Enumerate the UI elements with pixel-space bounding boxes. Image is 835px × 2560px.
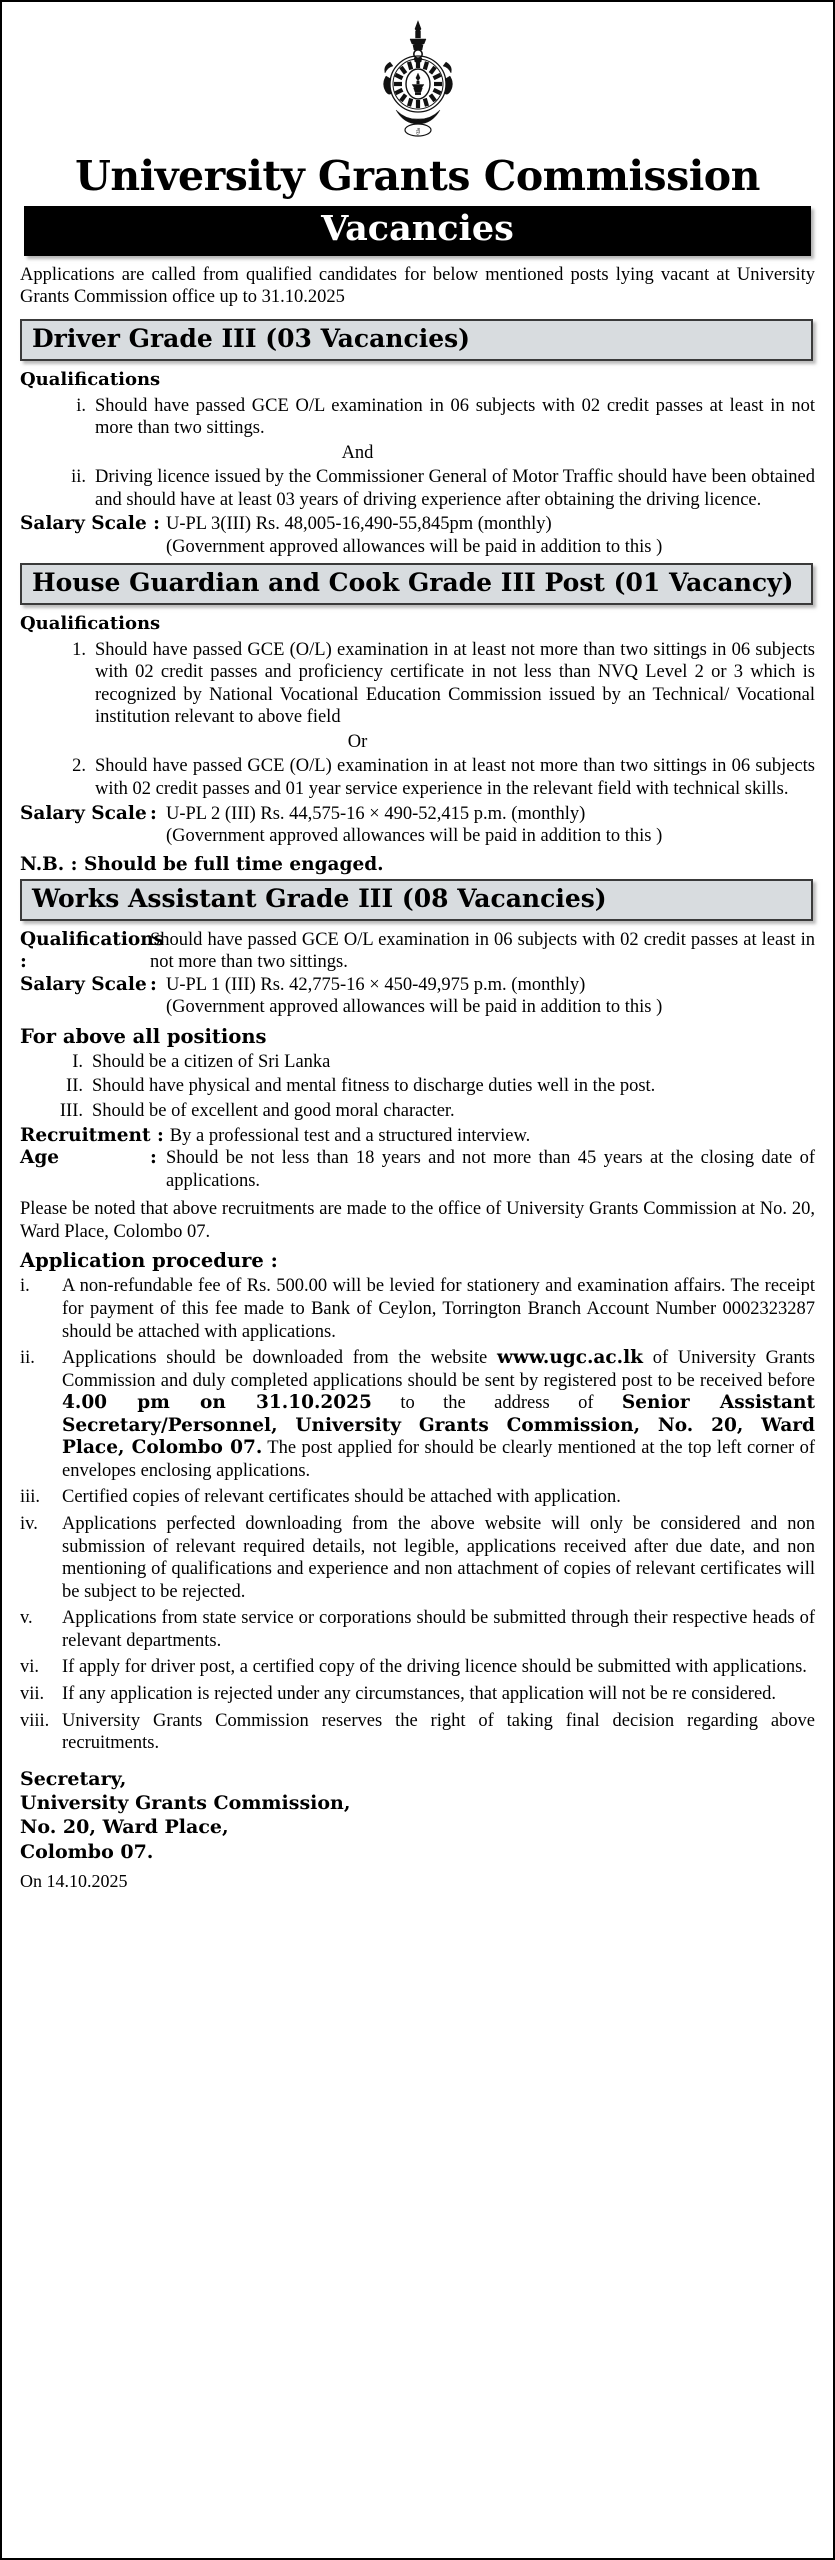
list-text: A non-refundable fee of Rs. 500.00 will be levied for stationery and examination affairs. The receipt for payment of this fee made to Bank of Ceylon, Torrington Branch Account Number 0002323287 should be attached with applications.: [62, 1276, 815, 1342]
section-header-house-guardian: House Guardian and Cook Grade III Post (01 Vacancy): [20, 563, 813, 605]
qualifications-row-works-assistant: [20, 929, 815, 974]
list-text: University Grants Commission reserves the right of taking final decision regarding above recruitments.: [62, 1710, 815, 1754]
list-text: Applications should be downloaded from the website www.ugc.ac.lk of University Grants Commission and duly completed applications should be sent by registered post to be received before 4.00 pm on 31.10.2025 to the address of Senior Assistant Secretary/Personnel, University Grants Commission, No. 20, Ward Place, Colombo 07. The post applied for should be clearly mentioned at the top left corner of envelopes enclosing applications.: [62, 1347, 816, 1481]
application-procedure-heading: Application procedure :: [20, 1249, 278, 1273]
salary-row-driver: [20, 513, 815, 536]
list-item: [20, 1656, 815, 1679]
list-text: Should have passed GCE (O/L) examination in at least not more than two sittings in 06 subjects with 02 credit passes and 01 year service experience in the relevant field with technical skills.: [95, 756, 815, 799]
salary-note-house-guardian: (Government approved allowances will be paid in addition to this ): [166, 826, 663, 847]
list-marker: viii.: [20, 1710, 50, 1731]
list-text: Should be of excellent and good moral character.: [92, 1101, 455, 1122]
list-marker: III.: [59, 1101, 83, 1122]
list-marker: 1.: [72, 639, 86, 660]
qualifications-label: Qualifications :: [20, 928, 165, 973]
salary-colon: :: [150, 973, 157, 995]
intro-paragraph: Applications are called from qualified candidates for below mentioned posts lying vacant at University Grants Commission office up to 31.10.2025: [20, 264, 815, 308]
list-text: Driving licence issued by the Commissioner General of Motor Traffic should have been obtained and should have at least 03 years of driving experience after obtaining the driving licence.: [95, 467, 815, 510]
list-item: [20, 1347, 815, 1482]
list-item: [61, 395, 815, 440]
list-text: Should have physical and mental fitness to discharge duties well in the post.: [92, 1076, 656, 1097]
list-marker: ii.: [71, 467, 86, 488]
list-marker: I.: [72, 1051, 83, 1072]
list-item: [61, 466, 815, 511]
qualifications-list-house-guardian: [61, 639, 815, 729]
list-marker: ii.: [20, 1348, 35, 1369]
list-text: Should be a citizen of Sri Lanka: [92, 1051, 331, 1072]
sri-lanka-national-emblem-icon: [370, 18, 466, 146]
recruitment-label: Recruitment :: [20, 1124, 164, 1146]
vacancies-banner: Vacancies: [24, 206, 811, 256]
age-row: [20, 1147, 815, 1192]
salary-row-house-guardian: [20, 803, 815, 826]
salary-note-driver: (Government approved allowances will be paid in addition to this ): [166, 537, 663, 558]
list-item: [56, 1075, 815, 1098]
section-header-works-assistant: Works Assistant Grade III (08 Vacancies): [20, 879, 813, 921]
qualifications-value: Should have passed GCE O/L examination in 06 subjects with 02 credit passes at least in not more than two sittings.: [150, 929, 815, 973]
signoff-org: University Grants Commission,: [20, 1791, 351, 1814]
salary-note-works-assistant: (Government approved allowances will be paid in addition to this ): [166, 997, 663, 1018]
list-marker: II.: [66, 1076, 83, 1097]
list-marker: iii.: [20, 1487, 41, 1508]
list-text: If apply for driver post, a certified copy of the driving licence should be submitted with applications.: [62, 1657, 807, 1678]
qualifications-label-driver: Qualifications: [20, 368, 161, 390]
list-item: [56, 1100, 815, 1123]
office-location-note: Please be noted that above recruitments are made to the office of University Grants Commission at No. 20, Ward Place, Colombo 07.: [20, 1199, 815, 1242]
salary-value: U-PL 1 (III) Rs. 42,775-16 × 450-49,975 p.m. (monthly): [166, 974, 586, 995]
signoff-title: Secretary,: [20, 1767, 127, 1790]
list-marker: i.: [76, 395, 86, 416]
note-full-time: N.B. : Should be full time engaged.: [20, 853, 384, 875]
list-item: [61, 755, 815, 800]
list-text: If any application is rejected under any circumstances, that application will not be re considered.: [62, 1683, 777, 1704]
list-marker: 2.: [72, 756, 86, 777]
age-value: Should be not less than 18 years and not more than 45 years at the closing date of applications.: [166, 1148, 815, 1191]
list-text: Applications from state service or corporations should be submitted through their respective heads of relevant departments.: [62, 1608, 815, 1651]
list-text: Should have passed GCE O/L examination in 06 subjects with 02 credit passes at least in not more than two sittings.: [95, 395, 815, 439]
common-requirements-list: [56, 1051, 815, 1123]
salary-label: Salary Scale: [20, 802, 147, 824]
age-colon: :: [150, 1147, 157, 1169]
signature-block: [20, 1767, 819, 1893]
list-item: [56, 1051, 815, 1074]
list-item: [20, 1513, 815, 1603]
qualifications-list-driver-2: [61, 466, 815, 511]
section-header-driver: Driver Grade III (03 Vacancies): [20, 319, 813, 361]
common-requirements-heading: For above all positions: [20, 1024, 267, 1048]
signoff-address: No. 20, Ward Place,: [20, 1816, 229, 1839]
signoff-date: On 14.10.2025: [20, 1870, 128, 1891]
list-marker: v.: [20, 1608, 33, 1629]
list-item: [20, 1275, 815, 1343]
list-item: [61, 639, 815, 729]
list-marker: iv.: [20, 1514, 38, 1535]
list-marker: i.: [20, 1276, 30, 1297]
page-title: University Grants Commission: [75, 152, 760, 200]
list-text: Applications perfected downloading from the above website will only be considered and non submission of relevant required details, not legible, applications received after due date, and non mentioning of qualifications and experience and non attachment of copies of relevant certificates will be subject to be rejected.: [62, 1514, 815, 1602]
recruitment-row: [20, 1125, 815, 1148]
salary-row-works-assistant: [20, 974, 815, 997]
age-label: Age: [20, 1147, 60, 1169]
list-text: Certified copies of relevant certificates should be attached with application.: [62, 1487, 621, 1508]
qualifications-list-driver: [61, 395, 815, 440]
conjunction-or-house-guardian: Or: [347, 731, 368, 752]
list-item: [20, 1607, 815, 1652]
salary-label: Salary Scale :: [20, 513, 160, 535]
salary-value: U-PL 3(III) Rs. 48,005-16,490-55,845pm (monthly): [165, 514, 552, 535]
list-item: [20, 1683, 815, 1706]
list-item: [20, 1486, 815, 1509]
crest-container: [16, 12, 819, 153]
conjunction-and-driver: And: [341, 442, 374, 463]
list-marker: vii.: [20, 1683, 45, 1704]
recruitment-value: By a professional test and a structured interview.: [169, 1125, 531, 1146]
qualifications-label-house-guardian: Qualifications: [20, 612, 161, 634]
list-item: [20, 1710, 815, 1755]
list-marker: vi.: [20, 1657, 40, 1678]
list-text: Should have passed GCE (O/L) examination in at least not more than two sittings in 06 subjects with 02 credit passes and proficiency certificate in not less than NVQ Level 2 or 3 which is recognized by National Vocational Education Commission issued by an Technical/ Vocational institution relevant to above field: [95, 639, 815, 728]
application-procedure-list: [20, 1275, 815, 1754]
svg-text:ශ්‍රී: ශ්‍රී: [415, 129, 420, 135]
salary-value: U-PL 2 (III) Rs. 44,575-16 × 490-52,415 p.m. (monthly): [166, 803, 586, 824]
salary-colon: :: [150, 802, 157, 824]
signoff-city: Colombo 07.: [20, 1840, 154, 1863]
salary-label: Salary Scale: [20, 973, 147, 995]
qualifications-list-house-guardian-2: [61, 755, 815, 800]
